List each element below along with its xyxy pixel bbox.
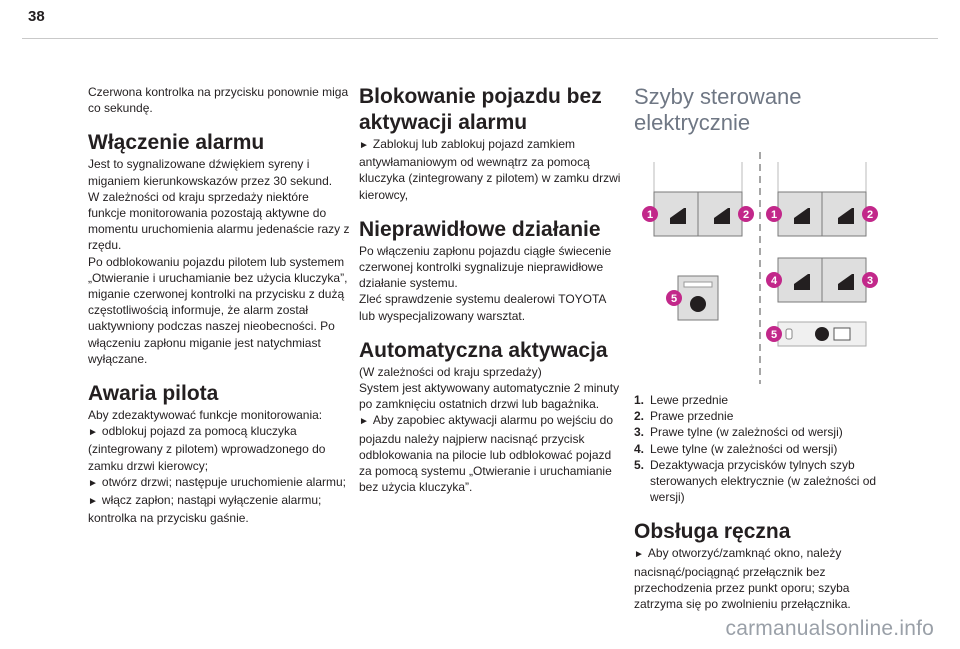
alarm-text: Jest to sygnalizowane dźwiękiem syreny i miganiem kierunkowskazów przez 30 sekund. bbox=[88, 157, 333, 188]
column-2 bbox=[359, 84, 621, 495]
legend-item: 5. Dezaktywacja przycisków tylnych szyb sterowanych elektrycznie (w zależności od wersji) bbox=[634, 457, 877, 505]
fault-text-2: Zleć sprawdzenie systemu dealerowi TOYOTA lub wyspecjalizowany warsztat. bbox=[359, 292, 606, 323]
alarm-text-3: Po odblokowaniu pojazdu pilotem lub systemem „Otwieranie i uruchamianie bez użycia kluczyka”, miganie czerwonej kontrolki na przycisku z dużą częstotliwością informuje, że alarm został uaktywniony podczas naszej nieobecności. Po włączeniu zapłonu miganie jest natychmiast wyłączane. bbox=[88, 254, 348, 366]
arrow-icon: ► bbox=[88, 496, 98, 508]
remote-step-1: ► odblokuj pojazd za pomocą kluczyka (zintegrowany z pilotem) wprowadzonego do zamku drzwi kierowcy; bbox=[88, 424, 326, 473]
arrow-icon: ► bbox=[359, 416, 369, 428]
lock-step: ► Zablokuj lub zablokuj pojazd zamkiem antywłamaniowym od wewnątrz za pomocą kluczyka (zintegrowany z pilotem) w zamku drzwi kierowcy, bbox=[359, 137, 621, 202]
remote-intro: Aby zdezaktywować funkcje monitorowania: bbox=[88, 408, 323, 423]
callout-label: 1 bbox=[646, 209, 654, 221]
window-switch-illustration bbox=[634, 152, 896, 384]
auto-step: ► Aby zapobiec aktywacji alarmu po wejściu do pojazdu należy najpierw nacisnąć przycisk odblokowania na pilocie lub odblokować pojazd za pomocą systemu „Otwieranie i uruchamianie bez użycia kluczyka”. bbox=[359, 413, 614, 495]
manual-title: Obsługa ręczna bbox=[634, 520, 791, 544]
callout-label: 2 bbox=[742, 209, 750, 221]
auto-text-1: (W zależności od kraju sprzedaży) bbox=[359, 364, 542, 379]
callout-label: 2 bbox=[866, 209, 874, 221]
lock-title: Blokowanie pojazdu bez aktywacji alarmu bbox=[359, 85, 602, 134]
windows-title: Szyby sterowane elektrycznie bbox=[634, 84, 802, 135]
callout-label: 4 bbox=[770, 275, 778, 287]
remote-step-3: ► włącz zapłon; nastąpi wyłączenie alarmu; kontrolka na przycisku gaśnie. bbox=[88, 493, 322, 526]
column-1 bbox=[88, 84, 350, 526]
page-number: 38 bbox=[28, 8, 45, 25]
remote-step-2: ► otwórz drzwi; następuje uruchomienie alarmu; bbox=[88, 474, 347, 489]
callout-label: 5 bbox=[770, 329, 778, 341]
alarm-title: Włączenie alarmu bbox=[88, 131, 265, 155]
callout-label: 1 bbox=[770, 209, 778, 221]
top-divider bbox=[22, 38, 938, 39]
legend-item: 3. Prawe tylne (w zależności od wersji) bbox=[634, 425, 843, 440]
alarm-text-2: W zależności od kraju sprzedaży niektóre funkcje monitorowania pozostają aktywne do momentu uruchomienia alarmu jedenaście razy z rzędu. bbox=[88, 189, 350, 253]
legend-list bbox=[634, 392, 896, 505]
auto-title: Automatyczna aktywacja bbox=[359, 338, 608, 362]
remote-title: Awaria pilota bbox=[88, 382, 219, 406]
fault-text: Po włączeniu zapłonu pojazdu ciągłe świecenie czerwonej kontrolki sygnalizuje nieprawidłowe działanie systemu. bbox=[359, 243, 612, 291]
legend-item: 4. Lewe tylne (w zależności od wersji) bbox=[634, 441, 838, 456]
watermark: carmanualsonline.info bbox=[725, 617, 934, 640]
window-switch-diagram bbox=[634, 152, 896, 384]
fault-title: Nieprawidłowe działanie bbox=[359, 217, 601, 241]
callout-label: 5 bbox=[670, 293, 678, 305]
callout-label: 3 bbox=[866, 275, 874, 287]
auto-text-2: System jest aktywowany automatycznie 2 minuty po zamknięciu ostatnich drzwi lub bagażnika. bbox=[359, 381, 620, 412]
arrow-icon: ► bbox=[88, 477, 98, 489]
intro-text: Czerwona kontrolka na przycisku ponownie miga co sekundę. bbox=[88, 85, 349, 116]
legend-item: 2. Prawe przednie bbox=[634, 409, 734, 424]
legend-item: 1. Lewe przednie bbox=[634, 393, 729, 407]
arrow-icon: ► bbox=[359, 140, 369, 151]
column-3 bbox=[634, 84, 896, 612]
manual-step: ► Aby otworzyć/zamknąć okno, należy nacisnąć/pociągnąć przełącznik bez przechodzenia przez punkt oporu; szyba zatrzyma się po zwolnieniu przełącznika. bbox=[634, 546, 851, 612]
arrow-icon: ► bbox=[634, 549, 644, 561]
arrow-icon: ► bbox=[88, 427, 98, 439]
